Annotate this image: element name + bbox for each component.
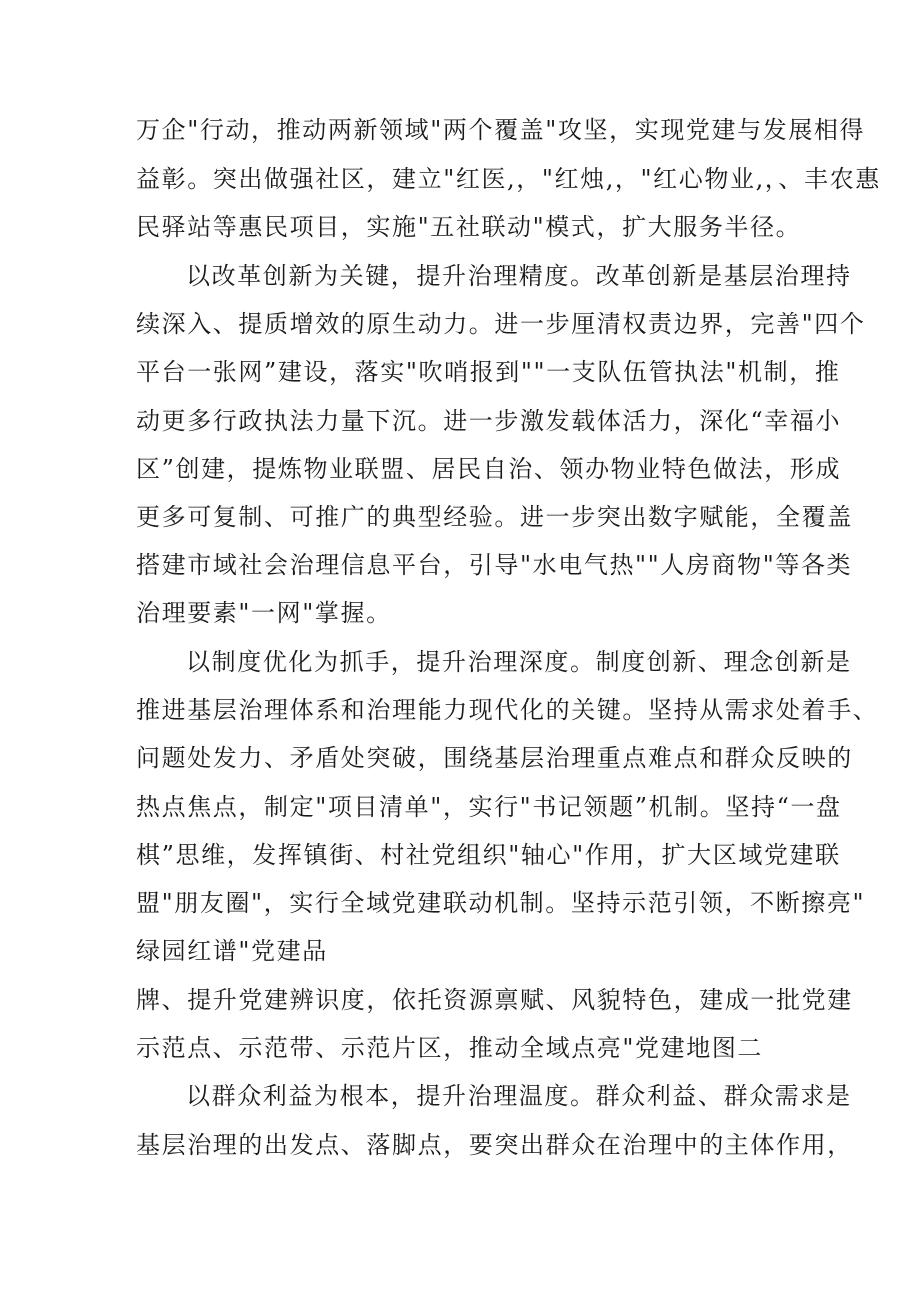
text-line: 更多可复制、可推广的典型经验。进一步突出数字赋能，全覆盖 <box>136 503 853 531</box>
text-line: 棋”思维，发挥镇街、村社党组织"轴心"作用，扩大区域党建联 <box>136 841 841 869</box>
text-line: 问题处发力、矛盾处突破，围绕基层治理重点难点和群众反映的 <box>136 744 853 772</box>
text-line: 益彰。突出做强社区，建立"红医,，"红烛,，"红心物业,，、丰农惠 <box>136 165 881 193</box>
text-line: 动更多行政执法力量下沉。进一步激发载体活力，深化“幸福小 <box>136 407 842 435</box>
text-line: 牌、提升党建辨识度，依托资源禀赋、风貌特色，建成一批党建 <box>136 986 853 1014</box>
text-line: 绿园红谱"党建品 <box>136 937 328 965</box>
paragraph-start-line: 以改革创新为关键，提升治理精度。改革创新是基层治理持 <box>186 262 852 290</box>
paragraph-start-line: 以群众利益为根本，提升治理温度。群众利益、群众需求是 <box>186 1082 852 1110</box>
text-line: 万企"行动，推动两新领域"两个覆盖"攻坚，实现党建与发展相得 <box>136 116 866 144</box>
text-line: 示范点、示范带、示范片区，推动全域点亮"党建地图二 <box>136 1034 764 1062</box>
text-line: 热点焦点，制定"项目清单"，实行"书记领题”机制。坚持“一盘 <box>136 793 842 821</box>
text-line: 续深入、提质增效的原生动力。进一步厘清权责边界，完善"四个 <box>136 310 866 338</box>
text-line: 搭建市域社会治理信息平台，引导"水电气热""人房商物"等各类 <box>136 551 853 579</box>
paragraph-start-line: 以制度优化为抓手，提升治理深度。制度创新、理念创新是 <box>186 648 852 676</box>
text-line: 民驿站等惠民项目，实施"五社联动"模式，扩大服务半径。 <box>136 213 802 241</box>
text-line: 基层治理的出发点、落脚点，要突出群众在治理中的主体作用， <box>136 1131 853 1159</box>
text-line: 推进基层治理体系和治理能力现代化的关键。坚持从需求处着手、 <box>136 696 879 724</box>
text-line: 盟"朋友圈"，实行全域党建联动机制。坚持示范引领，不断擦亮" <box>136 889 866 917</box>
text-line: 区”创建，提炼物业联盟、居民自治、领办物业特色做法，形成 <box>136 455 842 483</box>
text-line: 平台一张网”建设，落实"吹哨报到""一支队伍管执法"机制，推 <box>136 358 841 386</box>
text-line: 治理要素"一网"掌握。 <box>136 599 392 627</box>
